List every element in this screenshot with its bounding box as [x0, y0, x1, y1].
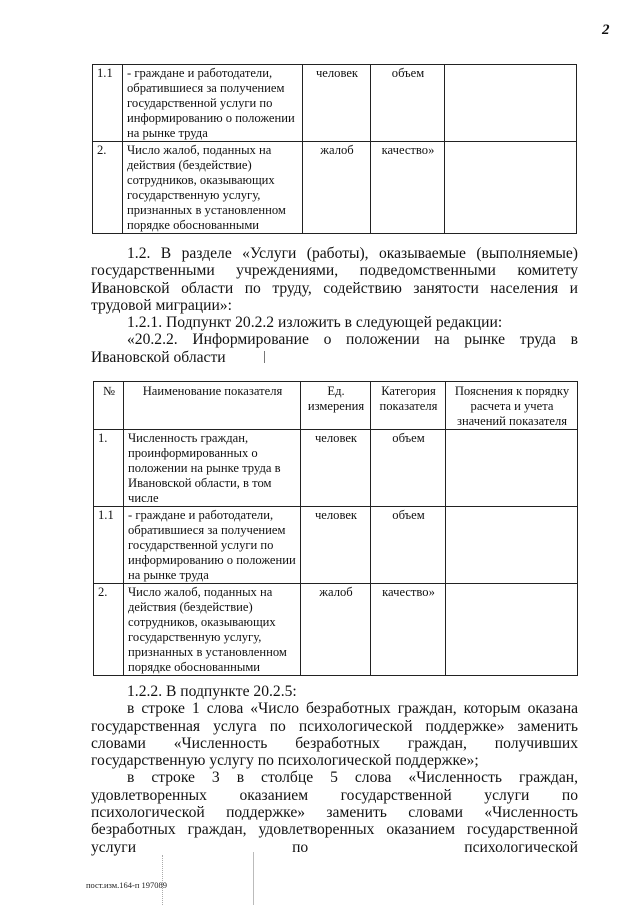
heading-20-2-2: «20.2.2. Информирование о положении на рынке труда в Ивановской области [91, 331, 578, 366]
header-name: Наименование показателя [124, 382, 301, 430]
header-num: № [94, 382, 124, 430]
section-1-2 [91, 245, 578, 366]
table-row [94, 430, 578, 507]
indicator-name: Число жалоб, поданных на действия (бездействие) сотрудников, оказывающих государственную услугу, признанных в установленном порядке обоснованными [123, 142, 303, 234]
section-1-2-2 [91, 683, 578, 856]
notes-cell [445, 65, 577, 142]
paragraph-1-2: 1.2. В разделе «Услуги (работы), оказываемые (выполняемые) государственными учреждениями, подведомственными комитету Ивановской области по труду, содействию занятости населения и трудовой миграции»: [91, 245, 578, 314]
indicators-table-continued [92, 64, 577, 234]
table-header-row [94, 382, 578, 430]
unit-cell: жалоб [303, 142, 371, 234]
header-notes: Пояснения к порядку расчета и учета значений показателя [446, 382, 578, 430]
indicator-name: Число жалоб, поданных на действия (бездействие) сотрудников, оказывающих государственную услугу, признанных в установленном порядке обоснованными [124, 584, 301, 676]
indicator-name: - граждане и работодатели, обратившиеся за получением государственной услуги по информированию о положении на рынке труда [123, 65, 303, 142]
unit-cell: человек [301, 430, 371, 507]
text-cursor [264, 351, 265, 363]
indicator-name: Численность граждан, проинформированных о положении на рынке труда в Ивановской области, в том числе [124, 430, 301, 507]
indicators-table [93, 381, 578, 676]
paragraph-row-1: в строке 1 слова «Число безработных граждан, которым оказана государственная услуга по психологической поддержке» заменить словами «Численность безработных граждан, получивших государственную услугу по психологической поддержке»; [91, 700, 578, 770]
header-unit: Ед. измерения [301, 382, 371, 430]
category-cell: качество» [371, 142, 445, 234]
table-row [94, 507, 578, 584]
category-cell: объем [371, 507, 446, 584]
row-number: 2. [94, 584, 124, 676]
scan-artifact [253, 852, 254, 905]
row-number: 1. [94, 430, 124, 507]
category-cell: объем [371, 430, 446, 507]
table-row [93, 142, 577, 234]
unit-cell: человек [301, 507, 371, 584]
unit-cell: жалоб [301, 584, 371, 676]
document-footer: пост.изм.164-п 197089 [86, 880, 168, 890]
category-cell: качество» [371, 584, 446, 676]
notes-cell [445, 142, 577, 234]
notes-cell [446, 584, 578, 676]
paragraph-row-3: в строке 3 в столбце 5 слова «Численность граждан, удовлетворенных оказанием государственной услуги по психологической поддержке» заменить словами «Численность безработных граждан, удовлетворенных оказанием государственной услуги по психологической [91, 769, 578, 856]
notes-cell [446, 507, 578, 584]
row-number: 2. [93, 142, 123, 234]
category-cell: объем [371, 65, 445, 142]
table-row [93, 65, 577, 142]
paragraph-1-2-2: 1.2.2. В подпункте 20.2.5: [127, 683, 297, 700]
unit-cell: человек [303, 65, 371, 142]
paragraph-1-2-1: 1.2.1. Подпункт 20.2.2 изложить в следующей редакции: [127, 314, 503, 332]
row-number: 1.1 [93, 65, 123, 142]
header-category: Категория показателя [371, 382, 446, 430]
page-number: 2 [602, 22, 610, 38]
indicator-name: - граждане и работодатели, обратившиеся за получением государственной услуги по информированию о положении на рынке труда [124, 507, 301, 584]
row-number: 1.1 [94, 507, 124, 584]
notes-cell [446, 430, 578, 507]
table-row [94, 584, 578, 676]
paragraph-20-2-2 [91, 331, 578, 366]
